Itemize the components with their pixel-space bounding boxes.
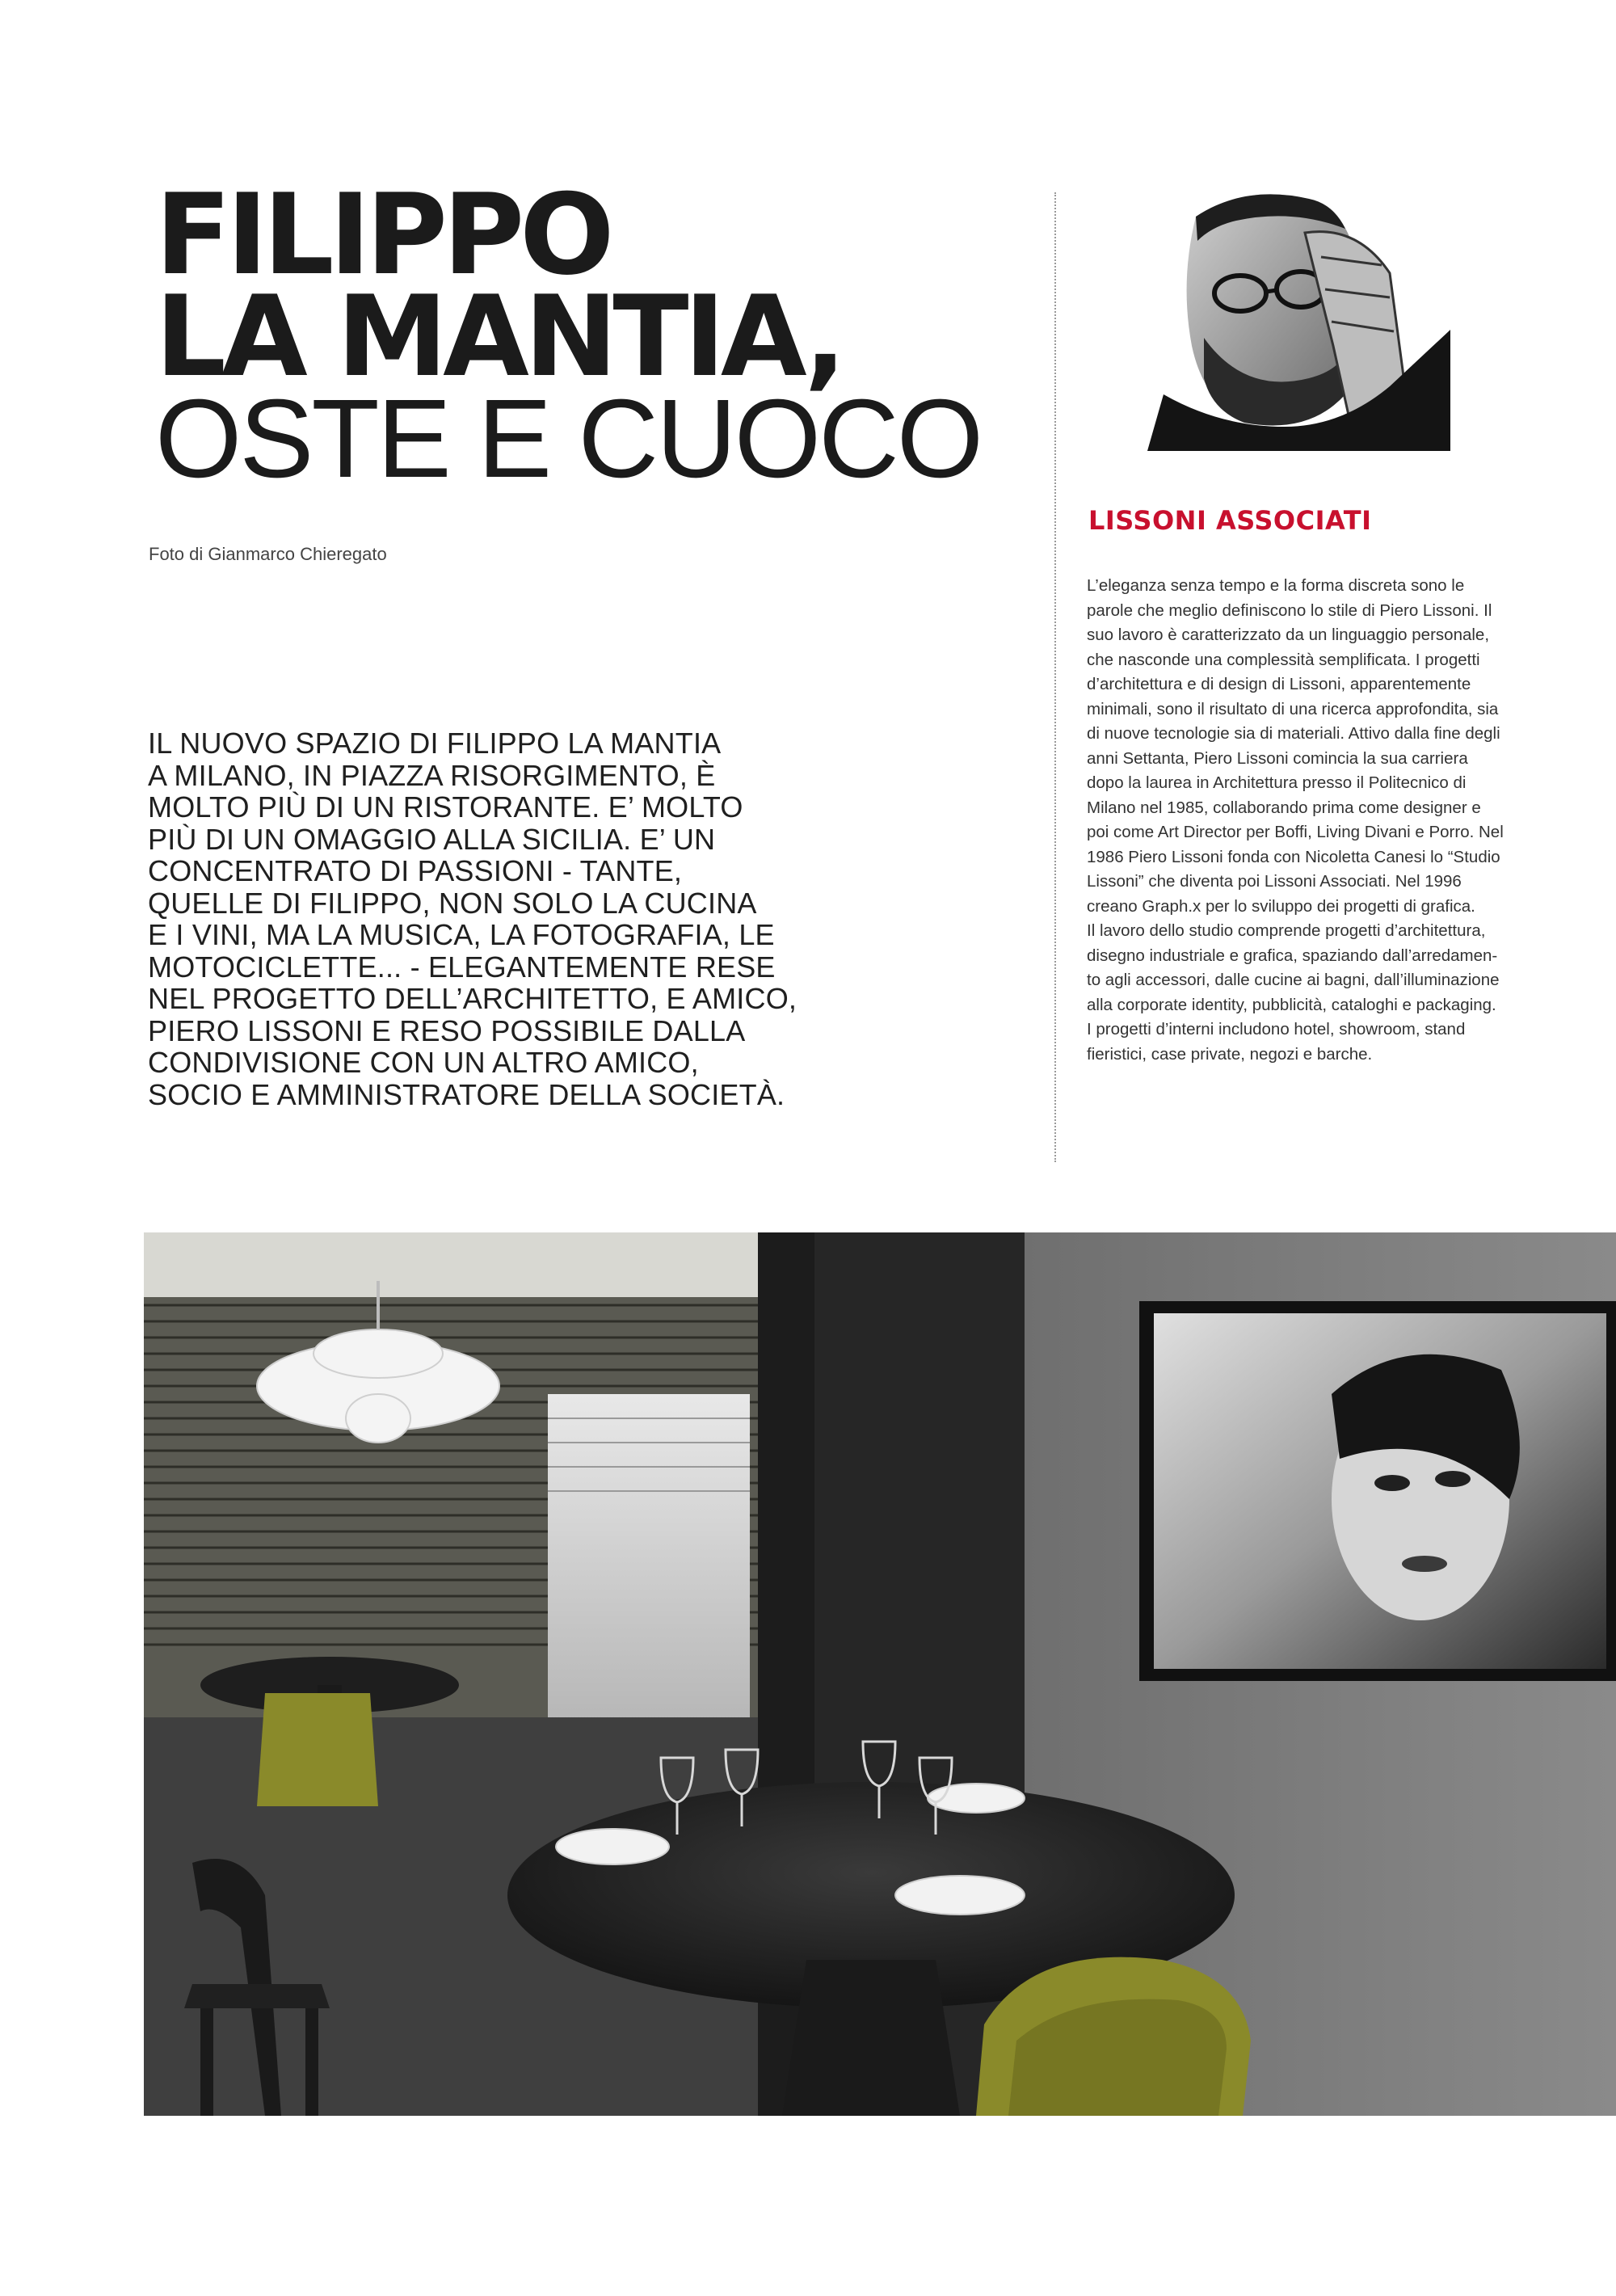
sidebar-title: LISSONI ASSOCIATI [1088, 505, 1372, 536]
lede-line: E I VINI, MA LA MUSICA, LA FOTOGRAFIA, LE [148, 918, 775, 951]
sidebar-line: 1986 Piero Lissoni fonda con Nicoletta Canesi lo “Studio [1087, 847, 1500, 866]
lede-line: SOCIO E AMMINISTRATORE DELLA SOCIETÀ. [148, 1077, 785, 1111]
title-line-2: LA MANTIA, [155, 272, 842, 402]
sidebar-line: disegno industriale e grafica, spaziando dall’arredamen- [1087, 946, 1498, 965]
portrait-photo [1147, 184, 1450, 451]
lede-line: NEL PROGETTO DELL’ARCHITETTO, E AMICO, [148, 982, 797, 1015]
lede-line: IL NUOVO SPAZIO DI FILIPPO LA MANTIA [148, 727, 722, 760]
article-title [155, 170, 1044, 501]
sidebar-line: di nuove tecnologie sia di materiali. Attivo dalla fine degli [1087, 724, 1500, 743]
sidebar-line: to agli accessori, dalle cucine ai bagni, dall’illuminazione [1087, 971, 1500, 989]
sidebar-line: poi come Art Director per Boffi, Living Divani e Porro. Nel [1087, 823, 1504, 841]
sidebar-line: che nasconde una complessità semplificata. I progetti [1087, 650, 1480, 669]
sidebar-line: anni Settanta, Piero Lissoni comincia la sua carriera [1087, 748, 1468, 768]
lede-paragraph [148, 727, 819, 1110]
lede-line: CONDIVISIONE CON UN ALTRO AMICO, [148, 1046, 699, 1079]
lede-line: PIERO LISSONI E RESO POSSIBILE DALLA [148, 1013, 746, 1047]
sidebar-line: suo lavoro è caratterizzato da un linguaggio personale, [1087, 626, 1490, 644]
sidebar-line: alla corporate identity, pubblicità, cataloghi e packaging. [1087, 995, 1496, 1014]
title-line-3: OSTE E CUOCO [155, 377, 982, 501]
column-divider [1054, 192, 1056, 1162]
sidebar-line: creano Graph.x per lo sviluppo dei progetti di grafica. [1087, 896, 1475, 916]
lede-line: MOLTO PIÙ DI UN RISTORANTE. E’ MOLTO [148, 790, 743, 824]
sidebar-line: Il lavoro dello studio comprende progetti d’architettura, [1087, 921, 1486, 940]
sidebar-line: minimali, sono il risultato di una ricerca approfondita, sia [1087, 699, 1499, 718]
lede-line: CONCENTRATO DI PASSIONI - TANTE, [148, 854, 683, 887]
sidebar-line: Milano nel 1985, collaborando prima come designer e [1087, 798, 1481, 817]
sidebar-line: L’eleganza senza tempo e la forma discreta sono le [1087, 576, 1465, 595]
lede-line: A MILANO, IN PIAZZA RISORGIMENTO, È [148, 758, 716, 792]
sidebar-line: parole che meglio definiscono lo stile di Piero Lissoni. Il [1087, 600, 1492, 620]
restaurant-interior-photo [144, 1232, 1616, 2116]
lede-line: MOTOCICLETTE... - ELEGANTEMENTE RESE [148, 950, 776, 984]
sidebar-line: fieristici, case private, negozi e barche. [1087, 1044, 1373, 1064]
lede-line: QUELLE DI FILIPPO, NON SOLO LA CUCINA [148, 886, 757, 920]
sidebar-line: dopo la laurea in Architettura presso il Politecnico di [1087, 773, 1467, 792]
sidebar-line: Lissoni” che diventa poi Lissoni Associati. Nel 1996 [1087, 872, 1462, 891]
lede-line: PIÙ DI UN OMAGGIO ALLA SICILIA. E’ UN [148, 822, 716, 856]
sidebar-line: d’architettura e di design di Lissoni, apparentemente [1087, 675, 1471, 693]
title-line-1: FILIPPO [155, 170, 610, 300]
sidebar-line: I progetti d’interni includono hotel, showroom, stand [1087, 1020, 1466, 1038]
sidebar-body [1087, 574, 1612, 1067]
photo-credit: Foto di Gianmarco Chieregato [149, 544, 387, 564]
